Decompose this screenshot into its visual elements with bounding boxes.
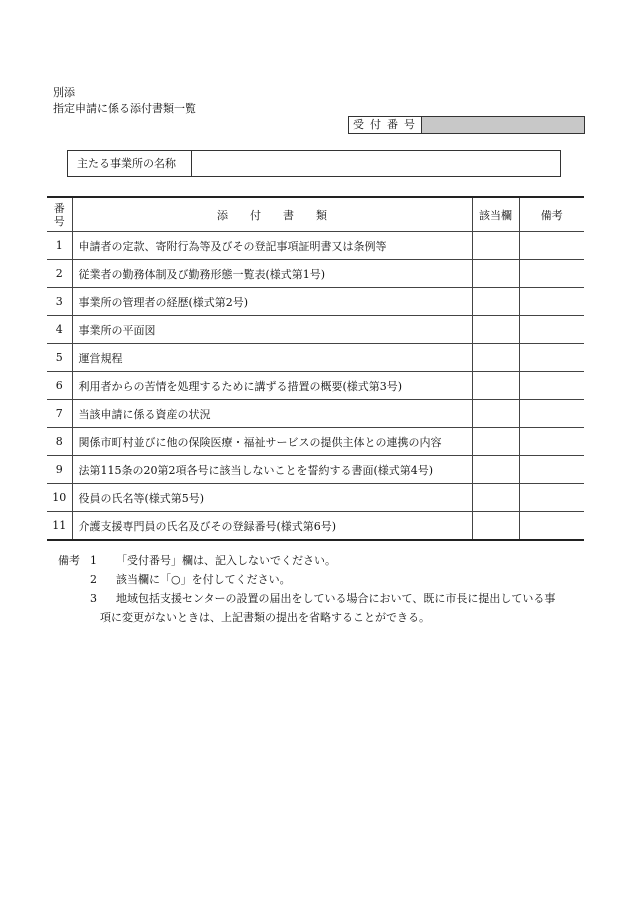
row-document-name: 事業所の管理者の経歴(様式第2号): [72, 288, 472, 316]
row-applicable-cell[interactable]: [472, 316, 519, 344]
header-applicable: 該当欄: [472, 197, 519, 232]
receipt-number-box: [348, 116, 585, 134]
row-applicable-cell[interactable]: [472, 512, 519, 541]
row-remarks-cell[interactable]: [519, 484, 584, 512]
table-header-row: [47, 197, 584, 232]
table-row: [47, 232, 584, 260]
note-text: 地域包括支援センターの設置の届出をしている場合において、既に市長に提出している事: [116, 592, 556, 605]
header-remarks: 備考: [519, 197, 584, 232]
row-remarks-cell[interactable]: [519, 372, 584, 400]
row-document-name: 事業所の平面図: [72, 316, 472, 344]
row-number: 3: [47, 288, 72, 316]
note-item: [58, 589, 588, 608]
row-applicable-cell[interactable]: [472, 372, 519, 400]
attachment-table: [47, 196, 584, 541]
header-number-text: 番号: [53, 201, 65, 228]
notes-label: 備考: [58, 554, 80, 567]
header-document: 添付書類: [72, 197, 472, 232]
row-remarks-cell[interactable]: [519, 260, 584, 288]
row-number: 8: [47, 428, 72, 456]
row-number: 6: [47, 372, 72, 400]
table-row: [47, 400, 584, 428]
note-indent: [58, 589, 90, 608]
note-number: 1: [90, 554, 97, 567]
row-document-name: 介護支援専門員の氏名及びその登録番号(様式第6号): [72, 512, 472, 541]
row-applicable-cell[interactable]: [472, 456, 519, 484]
row-document-name: 利用者からの苦情を処理するために講ずる措置の概要(様式第3号): [72, 372, 472, 400]
row-document-name: 関係市町村並びに他の保険医療・福祉サービスの提供主体との連携の内容: [72, 428, 472, 456]
note-item: [58, 570, 588, 589]
note-number: 3: [90, 592, 97, 605]
row-number: 7: [47, 400, 72, 428]
row-number: 1: [47, 232, 72, 260]
note-item: [58, 551, 588, 570]
table-row: [47, 316, 584, 344]
row-remarks-cell[interactable]: [519, 316, 584, 344]
table-row: [47, 428, 584, 456]
row-remarks-cell[interactable]: [519, 512, 584, 541]
table-row: [47, 260, 584, 288]
table-row: [47, 288, 584, 316]
row-document-name: 従業者の勤務体制及び勤務形態一覧表(様式第1号): [72, 260, 472, 288]
row-number: 5: [47, 344, 72, 372]
table-row: [47, 512, 584, 541]
attachment-label: 別添: [53, 86, 75, 99]
row-applicable-cell[interactable]: [472, 260, 519, 288]
header-number: [47, 197, 72, 232]
row-number: 2: [47, 260, 72, 288]
office-name-field[interactable]: [192, 151, 560, 176]
row-applicable-cell[interactable]: [472, 288, 519, 316]
note-text: 該当欄に「○」を付してください。: [116, 573, 291, 586]
row-applicable-cell[interactable]: [472, 344, 519, 372]
row-remarks-cell[interactable]: [519, 456, 584, 484]
row-document-name: 役員の氏名等(様式第5号): [72, 484, 472, 512]
row-remarks-cell[interactable]: [519, 400, 584, 428]
remarks-notes: [58, 551, 588, 627]
table-row: [47, 484, 584, 512]
note-text: 「受付番号」欄は、記入しないでください。: [116, 554, 336, 567]
row-remarks-cell[interactable]: [519, 428, 584, 456]
note-indent: [58, 570, 90, 589]
table-row: [47, 372, 584, 400]
row-applicable-cell[interactable]: [472, 428, 519, 456]
table-row: [47, 456, 584, 484]
row-document-name: 運営規程: [72, 344, 472, 372]
row-applicable-cell[interactable]: [472, 232, 519, 260]
row-applicable-cell[interactable]: [472, 484, 519, 512]
row-number: 4: [47, 316, 72, 344]
row-remarks-cell[interactable]: [519, 344, 584, 372]
row-remarks-cell[interactable]: [519, 288, 584, 316]
row-document-name: 申請者の定款、寄附行為等及びその登記事項証明書又は条例等: [72, 232, 472, 260]
row-number: 11: [47, 512, 72, 541]
row-number: 9: [47, 456, 72, 484]
note-continuation: 項に変更がないときは、上記書類の提出を省略することができる。: [100, 611, 430, 624]
office-name-label: 主たる事業所の名称: [68, 151, 192, 176]
row-document-name: 法第115条の20第2項各号に該当しないことを誓約する書面(様式第4号): [72, 456, 472, 484]
note-number: 2: [90, 573, 97, 586]
table-row: [47, 344, 584, 372]
receipt-number-field[interactable]: [422, 117, 584, 133]
office-name-box: [67, 150, 561, 177]
row-number: 10: [47, 484, 72, 512]
document-title: 指定申請に係る添付書類一覧: [53, 102, 196, 115]
row-document-name: 当該申請に係る資産の状況: [72, 400, 472, 428]
row-remarks-cell[interactable]: [519, 232, 584, 260]
row-applicable-cell[interactable]: [472, 400, 519, 428]
receipt-number-label: 受付番号: [349, 117, 422, 133]
